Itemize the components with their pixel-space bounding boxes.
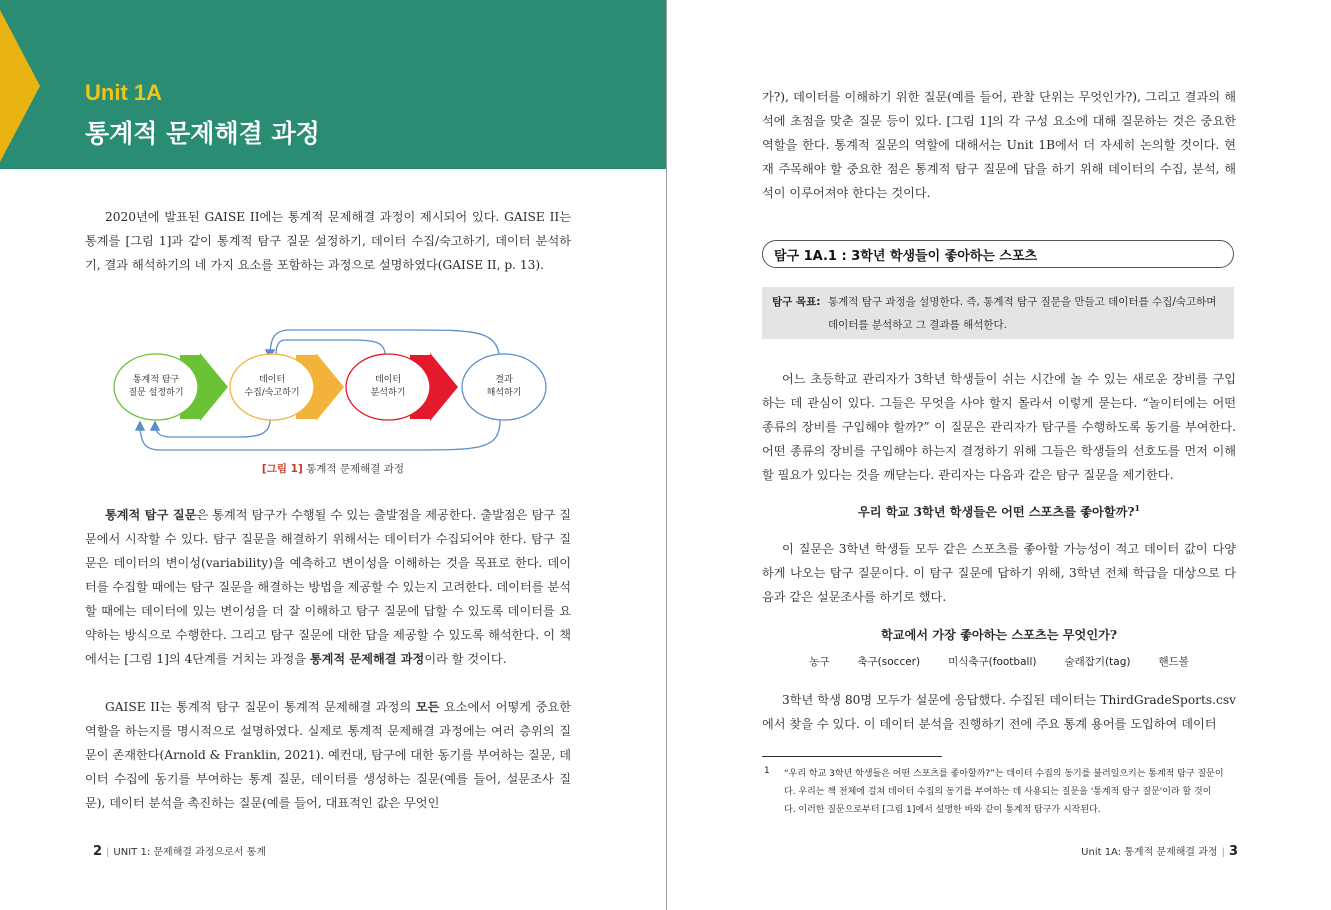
- p3-text-2: 요소에서 어떻게 중요한 역할을 하는지를 명시적으로 설명하였다. 실제로 통계적 문제해결 과정에는 여러 층위의 질문이 존재한다(Arnold & Franklin, 2021). 예컨대, 탐구에 대한 동기를 부여하는 질문, 데이터 수집에 동기를 부여하는 통계 질문, 데이터를 생성하는 질문(예를 들어, 설문조사 질문), 데이터 분석을 촉진하는 질문(예를 들어, 대표적인 값은 무엇인: [85, 700, 571, 810]
- question-explanation-paragraph: 이 질문은 3학년 학생들 모두 같은 스포츠를 좋아할 가능성이 적고 데이터 값이 다양하게 나오는 탐구 질문이다. 이 탐구 질문에 답하기 위해, 3학년 전체 학급을 대상으로 다음과 같은 설문조사를 하기로 했다.: [762, 542, 1236, 604]
- figure-caption-label: [그림 1]: [261, 463, 303, 475]
- survey-option: 축구(soccer): [857, 656, 921, 668]
- inquiry-title: 탐구 1A.1 : 3학년 학생들이 좋아하는 스포츠: [774, 249, 1038, 264]
- feedback-arrow-top-inner: [276, 340, 385, 355]
- step4-label-line2: 해석하기: [486, 388, 522, 398]
- survey-option: 농구: [809, 656, 830, 668]
- step2-label-line2: 수집/숙고하기: [244, 388, 300, 398]
- survey-option: 술래잡기(tag): [1064, 656, 1131, 668]
- step2-label-line1: 데이터: [258, 375, 286, 385]
- left-page-number: 2: [93, 844, 103, 859]
- survey-question: 학교에서 가장 좋아하는 스포츠는 무엇인가?: [880, 628, 1118, 642]
- term-statistical-problem-solving: 통계적 문제해결 과정: [309, 652, 425, 666]
- banner-tab-marker: [0, 10, 40, 162]
- feedback-arrow-bottom-outer: [140, 420, 500, 450]
- page-spine: [666, 0, 667, 910]
- step3-node: [346, 354, 430, 420]
- footnote-line-3: 다. 이러한 질문으로부터 [그림 1]에서 설명한 바와 같이 통계적 탐구가 시작된다.: [784, 805, 1101, 815]
- step1-node: [114, 354, 198, 420]
- step1-label-line1: 통계적 탐구: [132, 375, 180, 385]
- school-scenario-paragraph: 어느 초등학교 관리자가 3학년 학생들이 쉬는 시간에 놀 수 있는 새로운 장비를 구입하는 데 관심이 있다. 그들은 무엇을 사야 할지 몰라서 이렇게 묻는다. “놀이터에는 어떤 종류의 장비를 구입해야 할까?” 이 질문은 관리자가 탐구를 수행하도록 동기를 부여한다. 어떤 종류의 장비를 구입해야 하는지 결정하기 위해 그들은 학생들의 선호도를 먼저 이해할 필요가 있다는 것을 깨닫는다. 관리자는 다음과 같은 탐구 질문을 제기한다.: [762, 372, 1236, 482]
- p2-text-2: 이라 할 것이다.: [424, 652, 507, 666]
- figure-caption: [0, 461, 666, 476]
- inquiry-question-paragraph: [85, 503, 571, 671]
- figure-caption-text: 통계적 문제해결 과정: [306, 463, 405, 475]
- continued-paragraph: 가?), 데이터를 이해하기 위한 질문(예를 들어, 관찰 단위는 무엇인가?), 그리고 결과의 해석에 초점을 맞춘 질문 등이 있다. [그림 1]의 각 구성 요소에 대해 질문하는 것은 중요한 역할을 한다. 통계적 질문의 역할에 대해서는 Unit 1B에서 더 자세히 논의할 것이다. 현재 주목해야 할 중요한 점은 통계적 탐구 질문에 답을 하기 위해 데이터의 수집, 분석, 해석이 이루어져야 한다는 것이다.: [762, 90, 1236, 200]
- intro-paragraph: 2020년에 발표된 GAISE II에는 통계적 문제해결 과정이 제시되어 있다. GAISE II는 통계를 [그림 1]과 같이 통계적 탐구 질문 설정하기, 데이터 수집/숙고하기, 데이터 분석하기, 결과 해석하기의 네 가지 요소를 포함하는 과정으로 설명하였다(GAISE II, p. 13).: [85, 210, 571, 272]
- step2-node: [230, 354, 314, 420]
- inquiry-goal-line-2: 데이터를 분석하고 그 결과를 해석한다.: [828, 319, 1007, 331]
- term-statistical-inquiry-question: 통계적 탐구 질문: [105, 508, 197, 522]
- step4-label-line1: 결과: [495, 375, 513, 385]
- step4-node: [462, 354, 546, 420]
- footnote-line-2: 다. 우리는 책 전체에 걸쳐 데이터 수집의 동기를 부여하는 데 사용되는 질문을 '통계적 탐구 질문'이라 할 것이: [784, 787, 1212, 797]
- p2-text-1: 은 통계적 탐구가 수행될 수 있는 출발점을 제공한다. 출발점은 탐구 질문에서 시작할 수 있다. 탐구 질문을 해결하기 위해서는 데이터가 수집되어야 한다. 탐구 질문은 데이터의 변이성(variability)을 예측하고 변이성을 이해하는 것을 목표로 한다. 데이터를 수집할 때에는 탐구 질문을 해결하는 방법을 제공할 수 있는지 고려한다. 데이터를 분석할 때에는 데이터에 있는 변이성을 더 잘 이해하고 탐구 질문에 답할 수 있도록 데이터를 요약하는 방식으로 수행한다. 그리고 탐구 질문에 대한 답을 제공할 수 있도록 해석한다. 이 책에서는 [그림 1]의 4단계를 거치는 과정을: [85, 508, 571, 666]
- gaise-paragraph: [85, 695, 571, 815]
- unit-title: 통계적 문제해결 과정: [85, 119, 320, 148]
- left-running-head: UNIT 1: 문제해결 과정으로서 통계: [113, 847, 266, 858]
- footnote-rule: [762, 756, 942, 757]
- data-response-paragraph: 3학년 학생 80명 모두가 설문에 응답했다. 수집된 데이터는 ThirdGradeSports.csv에서 찾을 수 있다. 이 데이터 분석을 진행하기 전에 주요 통계 용어를 도입하여 데이터: [762, 693, 1236, 731]
- term-all: 모든: [415, 700, 440, 714]
- process-figure: [110, 325, 550, 460]
- inquiry-goal-label: 탐구 목표:: [772, 296, 821, 308]
- main-inquiry-question-text: 우리 학교 3학년 학생들은 어떤 스포츠를 좋아할까?: [857, 505, 1135, 520]
- step3-label-line2: 분석하기: [370, 388, 406, 398]
- unit-label: Unit 1A: [85, 80, 162, 105]
- p3-text-1: GAISE II는 통계적 탐구 질문이 통계적 문제해결 과정의: [105, 700, 416, 714]
- feedback-arrow-bottom-inner: [155, 420, 270, 437]
- survey-option: 핸드볼: [1158, 656, 1189, 668]
- right-folio: Unit 1A: 통계적 문제해결 과정 | 3: [1081, 844, 1238, 859]
- step1-label-line2: 질문 설정하기: [128, 388, 184, 398]
- survey-option: 미식축구(football): [948, 656, 1037, 668]
- footnote-number: 1: [764, 766, 770, 776]
- inquiry-goal-line-1: 통계적 탐구 과정을 설명한다. 즉, 통계적 탐구 질문을 만들고 데이터를 수집/숙고하며: [828, 296, 1217, 308]
- left-folio: 2 | UNIT 1: 문제해결 과정으로서 통계: [93, 844, 266, 859]
- survey-options: [762, 654, 1236, 669]
- footnote-ref: 1: [1134, 503, 1141, 513]
- right-page-number: 3: [1228, 844, 1238, 859]
- step3-label-line1: 데이터: [374, 375, 402, 385]
- main-inquiry-question: [762, 503, 1236, 520]
- footnote-line-1: “우리 학교 3학년 학생들은 어떤 스포츠를 좋아할까?”는 데이터 수집의 동기를 불러일으키는 통계적 탐구 질문이: [784, 769, 1224, 779]
- right-running-head: Unit 1A: 통계적 문제해결 과정: [1081, 847, 1218, 858]
